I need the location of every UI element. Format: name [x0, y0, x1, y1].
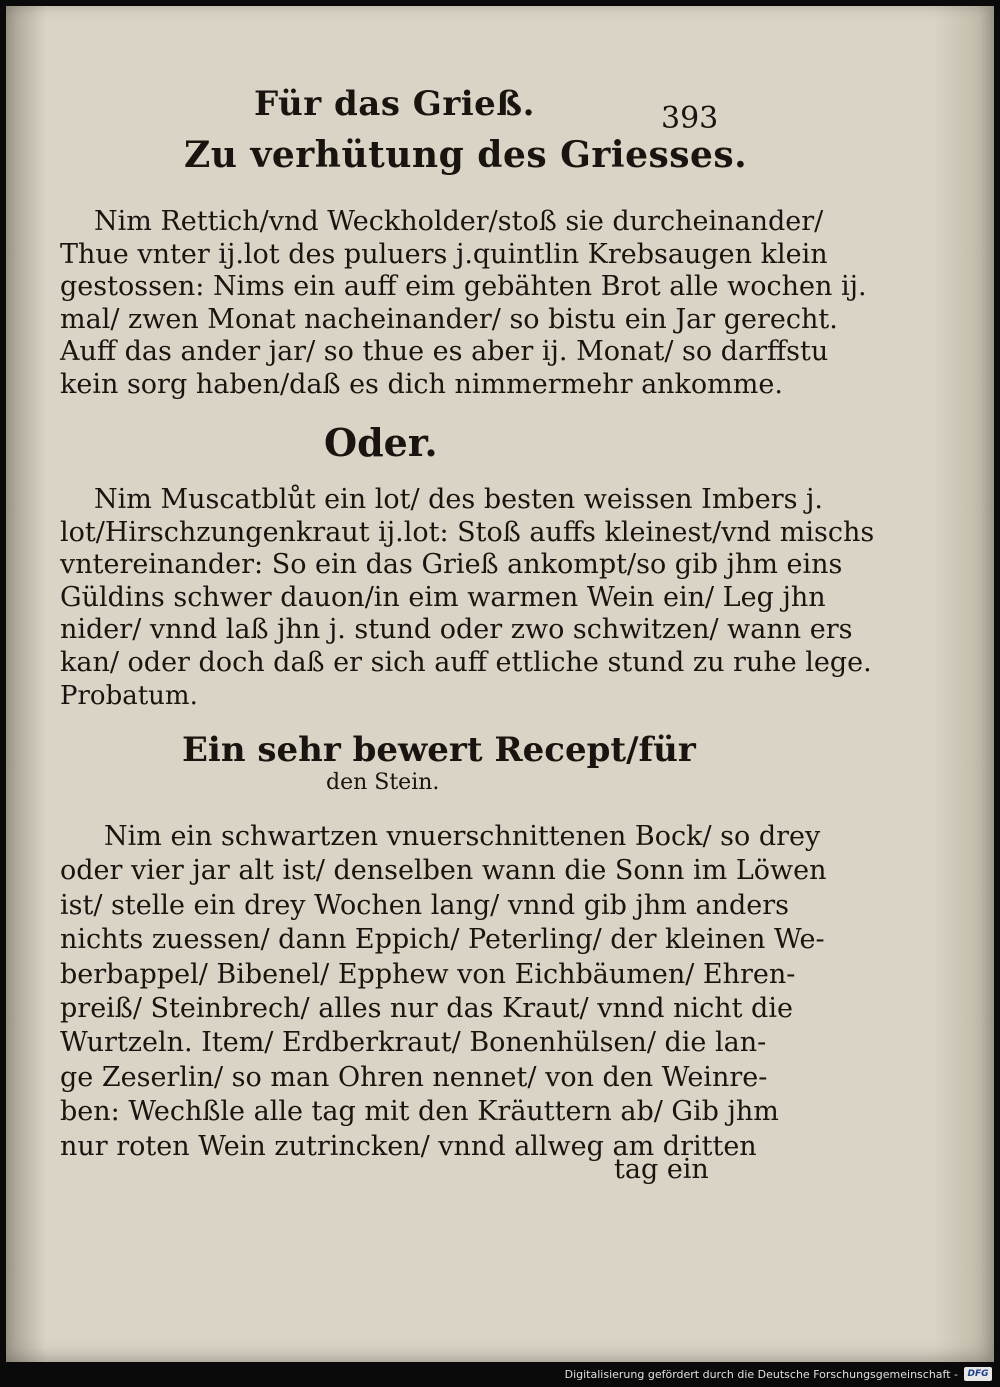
paragraph-line: ist/ stelle ein drey Wochen lang/ vnnd gib jhm anders — [60, 889, 789, 921]
paragraph-line: nur roten Wein zutrincken/ vnnd allweg am dritten — [60, 1130, 757, 1162]
heading-recept: Ein sehr bewert Recept/für — [182, 730, 696, 770]
paragraph-line: Wurtzeln. Item/ Erdberkraut/ Bonenhülsen/ die lan- — [60, 1027, 767, 1059]
probatum-note: Probatum. — [60, 681, 198, 711]
page-edge-shadow — [934, 6, 994, 1362]
paragraph-2 — [60, 484, 875, 680]
paragraph-line: Nim Muscatblůt ein lot/ des besten weissen Imbers j. — [94, 484, 823, 515]
paragraph-line: lot/Hirschzungenkraut ij.lot: Stoß auffs kleinest/vnd mischs — [60, 516, 875, 548]
running-head: Für das Grieß. — [254, 84, 535, 124]
book-page — [6, 6, 994, 1362]
paragraph-line: kan/ oder doch daß er sich auff ettliche stund zu ruhe lege. — [60, 646, 872, 678]
paragraph-line: mal/ zwen Monat nacheinander/ so bistu ein Jar gerecht. — [60, 303, 838, 335]
paragraph-line: berbappel/ Bibenel/ Epphew von Eichbäumen/ Ehren- — [60, 958, 796, 990]
dfg-logo: DFG — [964, 1367, 992, 1381]
paragraph-line: nichts zuessen/ dann Eppich/ Peterling/ der kleinen We- — [60, 924, 825, 956]
paragraph-line: kein sorg haben/daß es dich nimmermehr ankomme. — [60, 368, 783, 400]
paragraph-line: preiß/ Steinbrech/ alles nur das Kraut/ vnnd nicht die — [60, 992, 793, 1024]
paragraph-line: ben: Wechßle alle tag mit den Kräuttern ab/ Gib jhm — [60, 1096, 779, 1128]
page-number: 393 — [661, 101, 719, 136]
paragraph-line: Thue vnter ij.lot des puluers j.quintlin Krebsaugen klein — [60, 238, 828, 270]
paragraph-line: oder vier jar alt ist/ denselben wann die Sonn im Löwen — [60, 855, 827, 887]
subheading-stein: den Stein. — [326, 770, 440, 795]
paragraph-line: nider/ vnnd laß jhn j. stund oder zwo schwitzen/ wann ers — [60, 614, 853, 646]
spine-shadow — [6, 6, 46, 1362]
paragraph-line: Nim ein schwartzen vnuerschnittenen Bock/ so drey — [104, 821, 821, 852]
funding-notice: Digitalisierung gefördert durch die Deutsche Forschungsgemeinschaft - — [564, 1368, 958, 1381]
heading-zu-verhuetung: Zu verhütung des Griesses. — [184, 134, 748, 176]
paragraph-line: Auff das ander jar/ so thue es aber ij. Monat/ so darffstu — [60, 336, 829, 368]
catchword: tag ein — [614, 1154, 709, 1185]
footer-bar — [0, 1362, 1000, 1387]
paragraph-line: Güldins schwer dauon/in eim warmen Wein ein/ Leg jhn — [60, 581, 826, 613]
paragraph-3 — [60, 820, 827, 1164]
paragraph-line: Nim Rettich/vnd Weckholder/stoß sie durcheinander/ — [94, 206, 824, 237]
heading-oder: Oder. — [324, 420, 438, 465]
paragraph-1 — [60, 206, 867, 402]
paragraph-line: gestossen: Nims ein auff eim gebähten Brot alle wochen ij. — [60, 271, 867, 303]
paragraph-line: ge Zeserlin/ so man Ohren nennet/ von den Weinre- — [60, 1061, 768, 1093]
paragraph-line: vntereinander: So ein das Grieß ankompt/so gib jhm eins — [60, 549, 843, 581]
